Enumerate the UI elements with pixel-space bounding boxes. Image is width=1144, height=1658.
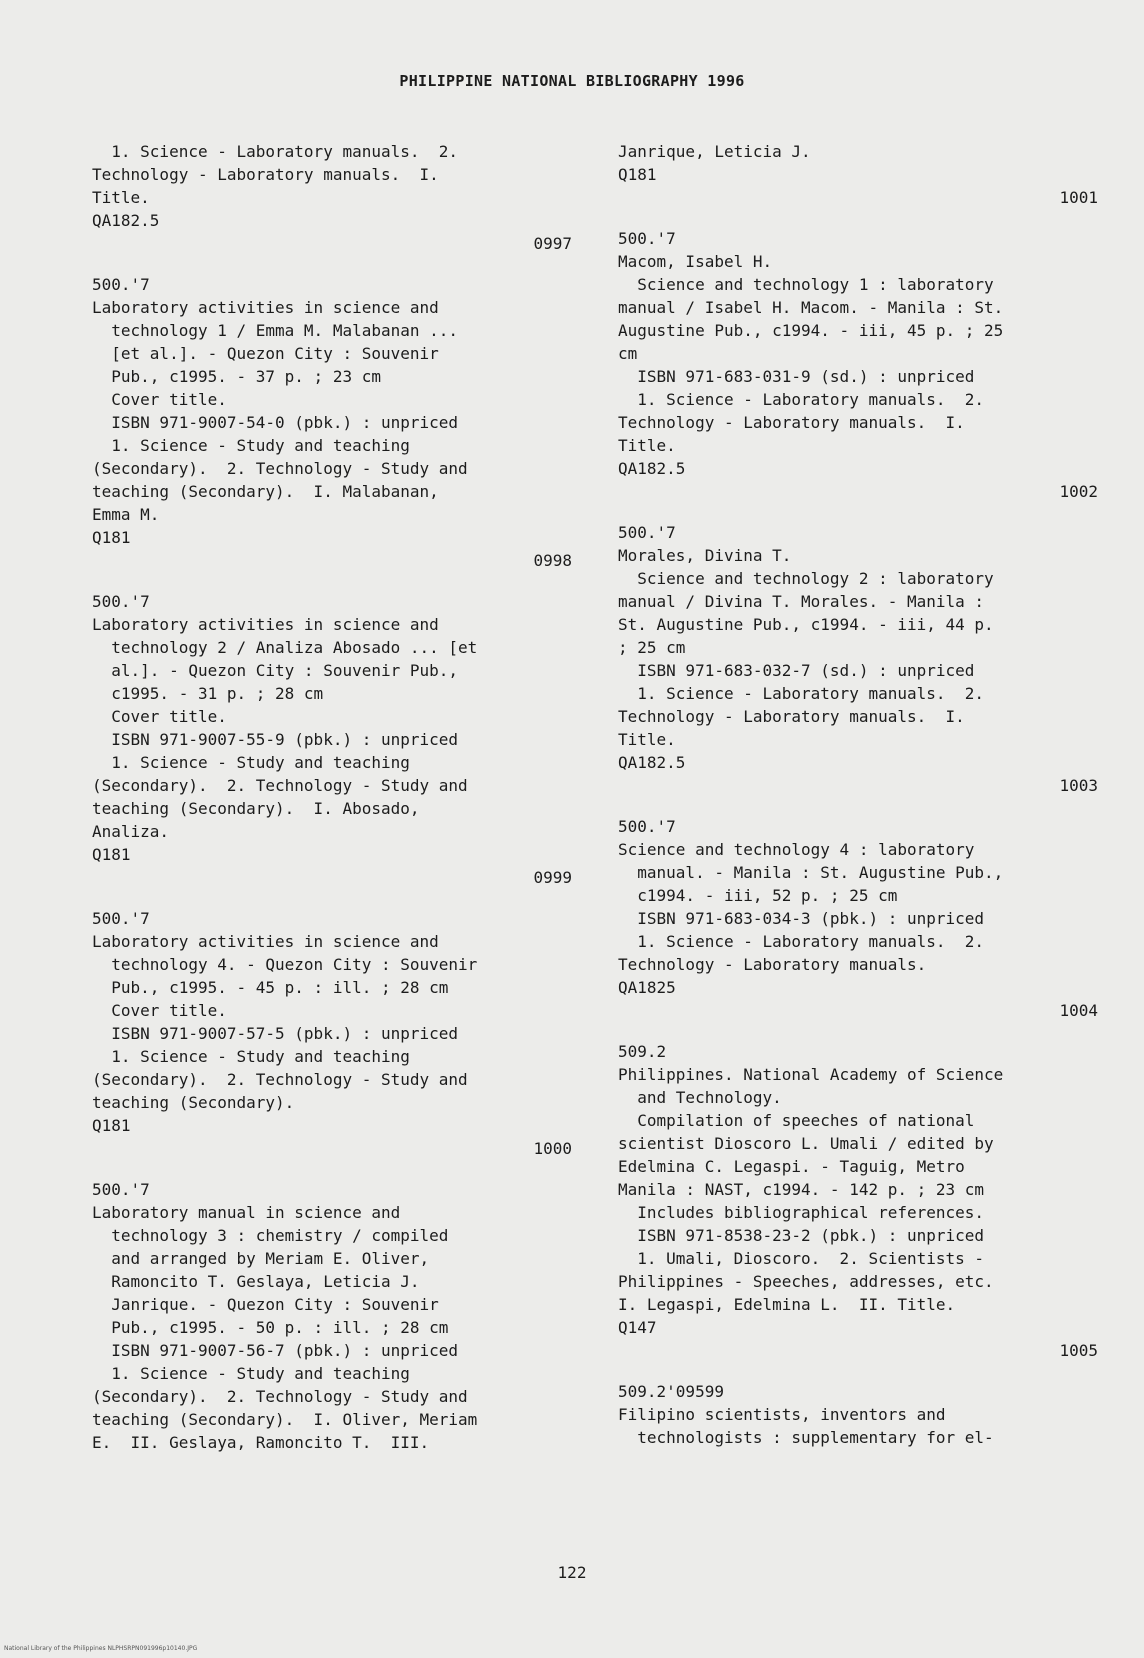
entry-line: ISBN 971-683-031-9 (sd.) : unpriced xyxy=(618,367,975,386)
entry-line: Edelmina C. Legaspi. - Taguig, Metro xyxy=(618,1157,965,1176)
entry-line: 500.'7 xyxy=(92,592,150,611)
entry-line: Laboratory activities in science and xyxy=(92,298,439,317)
entry-line: Title. xyxy=(618,730,676,749)
bibliography-entry xyxy=(618,227,1098,503)
entry-line: 1. Umali, Dioscoro. 2. Scientists - xyxy=(618,1249,985,1268)
entry-line: scientist Dioscoro L. Umali / edited by xyxy=(618,1134,994,1153)
entry-line: Philippines. National Academy of Science xyxy=(618,1065,1004,1084)
entry-line: 1. Science - Study and teaching xyxy=(92,1047,410,1066)
entry-line: technology 2 / Analiza Abosado ... [et xyxy=(92,638,478,657)
entry-line: QA1825 xyxy=(618,978,676,997)
entry-line: teaching (Secondary). I. Abosado, xyxy=(92,799,420,818)
entry-line: Q181 xyxy=(92,845,131,864)
entry-line: ISBN 971-9007-54-0 (pbk.) : unpriced xyxy=(92,413,459,432)
entry-line: manual / Divina T. Morales. - Manila : xyxy=(618,592,985,611)
entry-line: Janrique, Leticia J. xyxy=(618,142,811,161)
entry-number: 1001 xyxy=(1059,188,1098,207)
entry-line: St. Augustine Pub., c1994. - iii, 44 p. xyxy=(618,615,994,634)
entry-line: Technology - Laboratory manuals. I. xyxy=(618,707,965,726)
entry-number: 1004 xyxy=(1059,1001,1098,1020)
entry-number: 1005 xyxy=(1059,1341,1098,1360)
bibliography-entry xyxy=(92,273,572,572)
entry-line: 500.'7 xyxy=(618,229,676,248)
entry-line: Technology - Laboratory manuals. I. xyxy=(618,413,965,432)
page-title: PHILIPPINE NATIONAL BIBLIOGRAPHY 1996 xyxy=(399,72,745,90)
entry-line: Technology - Laboratory manuals. I. xyxy=(92,165,439,184)
entry-line: (Secondary). 2. Technology - Study and xyxy=(92,459,468,478)
bibliography-entry xyxy=(618,815,1098,1022)
entry-number: 0997 xyxy=(533,234,572,253)
entry-line: ISBN 971-9007-56-7 (pbk.) : unpriced xyxy=(92,1341,459,1360)
entry-line: I. Legaspi, Edelmina L. II. Title. xyxy=(618,1295,956,1314)
entry-line: teaching (Secondary). I. Malabanan, xyxy=(92,482,439,501)
entry-line: cm xyxy=(618,344,638,363)
entry-line: ISBN 971-683-034-3 (pbk.) : unpriced xyxy=(618,909,985,928)
entry-line: 500.'7 xyxy=(92,275,150,294)
entry-line: 1. Science - Laboratory manuals. 2. xyxy=(618,390,985,409)
entry-line: E. II. Geslaya, Ramoncito T. III. xyxy=(92,1433,430,1452)
entry-line: teaching (Secondary). xyxy=(92,1093,295,1112)
bibliography-entry xyxy=(92,140,572,255)
entry-line: 500.'7 xyxy=(618,523,676,542)
entry-line: Compilation of speeches of national xyxy=(618,1111,975,1130)
entry-line: technology 1 / Emma M. Malabanan ... xyxy=(92,321,459,340)
entry-line: 1. Science - Laboratory manuals. 2. xyxy=(92,142,459,161)
entry-line: Augustine Pub., c1994. - iii, 45 p. ; 25 xyxy=(618,321,1004,340)
entry-line: QA182.5 xyxy=(618,753,686,772)
entry-line: 509.2'09599 xyxy=(618,1382,724,1401)
entry-line: manual / Isabel H. Macom. - Manila : St. xyxy=(618,298,1004,317)
entry-line: 1. Science - Study and teaching xyxy=(92,753,410,772)
entry-line: Philippines - Speeches, addresses, etc. xyxy=(618,1272,994,1291)
entry-line: Science and technology 2 : laboratory xyxy=(618,569,994,588)
entry-line: Ramoncito T. Geslaya, Leticia J. xyxy=(92,1272,420,1291)
bibliography-entry xyxy=(92,590,572,889)
entry-line: Emma M. xyxy=(92,505,160,524)
entry-line: ISBN 971-683-032-7 (sd.) : unpriced xyxy=(618,661,975,680)
entry-line: Laboratory activities in science and xyxy=(92,615,439,634)
entry-line: Q181 xyxy=(92,528,131,547)
entry-line: Technology - Laboratory manuals. xyxy=(618,955,927,974)
entry-line: and arranged by Meriam E. Oliver, xyxy=(92,1249,430,1268)
entry-line: Manila : NAST, c1994. - 142 p. ; 23 cm xyxy=(618,1180,985,1199)
left-column xyxy=(92,140,572,1472)
entry-line: technology 4. - Quezon City : Souvenir xyxy=(92,955,478,974)
footer-caption: National Library of the Philippines NLPHSRPN091996p10140.JPG xyxy=(4,1645,198,1652)
entry-line: Laboratory activities in science and xyxy=(92,932,439,951)
bibliography-entry xyxy=(92,907,572,1160)
entry-line: Q147 xyxy=(618,1318,657,1337)
bibliography-entry xyxy=(618,1380,1098,1449)
entry-line: ISBN 971-9007-57-5 (pbk.) : unpriced xyxy=(92,1024,459,1043)
entry-line: ISBN 971-8538-23-2 (pbk.) : unpriced xyxy=(618,1226,985,1245)
entry-number: 1002 xyxy=(1059,482,1098,501)
entry-line: (Secondary). 2. Technology - Study and xyxy=(92,776,468,795)
bibliography-entry xyxy=(92,1178,572,1454)
entry-line: Cover title. xyxy=(92,390,227,409)
entry-line: Title. xyxy=(618,436,676,455)
entry-line: Analiza. xyxy=(92,822,170,841)
entry-line: (Secondary). 2. Technology - Study and xyxy=(92,1070,468,1089)
page-number: 122 xyxy=(557,1563,587,1582)
entry-line: manual. - Manila : St. Augustine Pub., xyxy=(618,863,1004,882)
entry-line: ISBN 971-9007-55-9 (pbk.) : unpriced xyxy=(92,730,459,749)
entry-line: c1995. - 31 p. ; 28 cm xyxy=(92,684,324,703)
entry-number: 1000 xyxy=(533,1139,572,1158)
entry-line: Cover title. xyxy=(92,1001,227,1020)
entry-line: 500.'7 xyxy=(92,1180,150,1199)
entry-line: Science and technology 4 : laboratory xyxy=(618,840,975,859)
entry-line: Pub., c1995. - 45 p. : ill. ; 28 cm xyxy=(92,978,449,997)
entry-line: 1. Science - Study and teaching xyxy=(92,1364,410,1383)
entry-line: Q181 xyxy=(618,165,657,184)
entry-line: technology 3 : chemistry / compiled xyxy=(92,1226,449,1245)
entry-line: Filipino scientists, inventors and xyxy=(618,1405,946,1424)
right-column xyxy=(618,140,1098,1467)
entry-line: Macom, Isabel H. xyxy=(618,252,773,271)
entry-line: QA182.5 xyxy=(92,211,160,230)
entry-line: Laboratory manual in science and xyxy=(92,1203,401,1222)
entry-line: teaching (Secondary). I. Oliver, Meriam xyxy=(92,1410,478,1429)
entry-line: QA182.5 xyxy=(618,459,686,478)
entry-line: 500.'7 xyxy=(618,817,676,836)
entry-line: 1. Science - Laboratory manuals. 2. xyxy=(618,684,985,703)
bibliography-entry xyxy=(618,521,1098,797)
entry-line: Janrique. - Quezon City : Souvenir xyxy=(92,1295,439,1314)
entry-line: (Secondary). 2. Technology - Study and xyxy=(92,1387,468,1406)
entry-line: Morales, Divina T. xyxy=(618,546,792,565)
entry-line: 500.'7 xyxy=(92,909,150,928)
entry-line: [et al.]. - Quezon City : Souvenir xyxy=(92,344,439,363)
entry-line: Includes bibliographical references. xyxy=(618,1203,985,1222)
entry-number: 1003 xyxy=(1059,776,1098,795)
entry-line: Q181 xyxy=(92,1116,131,1135)
entry-line: 1. Science - Laboratory manuals. 2. xyxy=(618,932,985,951)
entry-number: 0998 xyxy=(533,551,572,570)
entry-line: 509.2 xyxy=(618,1042,667,1061)
entry-line: 1. Science - Study and teaching xyxy=(92,436,410,455)
entry-line: Pub., c1995. - 37 p. ; 23 cm xyxy=(92,367,381,386)
entry-line: Science and technology 1 : laboratory xyxy=(618,275,994,294)
entry-line: Title. xyxy=(92,188,150,207)
entry-line: Pub., c1995. - 50 p. : ill. ; 28 cm xyxy=(92,1318,449,1337)
entry-line: c1994. - iii, 52 p. ; 25 cm xyxy=(618,886,898,905)
entry-line: technologists : supplementary for el- xyxy=(618,1428,994,1447)
entry-line: Cover title. xyxy=(92,707,227,726)
bibliography-entry xyxy=(618,140,1098,209)
bibliography-entry xyxy=(618,1040,1098,1362)
entry-line: al.]. - Quezon City : Souvenir Pub., xyxy=(92,661,459,680)
entry-number: 0999 xyxy=(533,868,572,887)
entry-line: ; 25 cm xyxy=(618,638,686,657)
entry-line: and Technology. xyxy=(618,1088,782,1107)
